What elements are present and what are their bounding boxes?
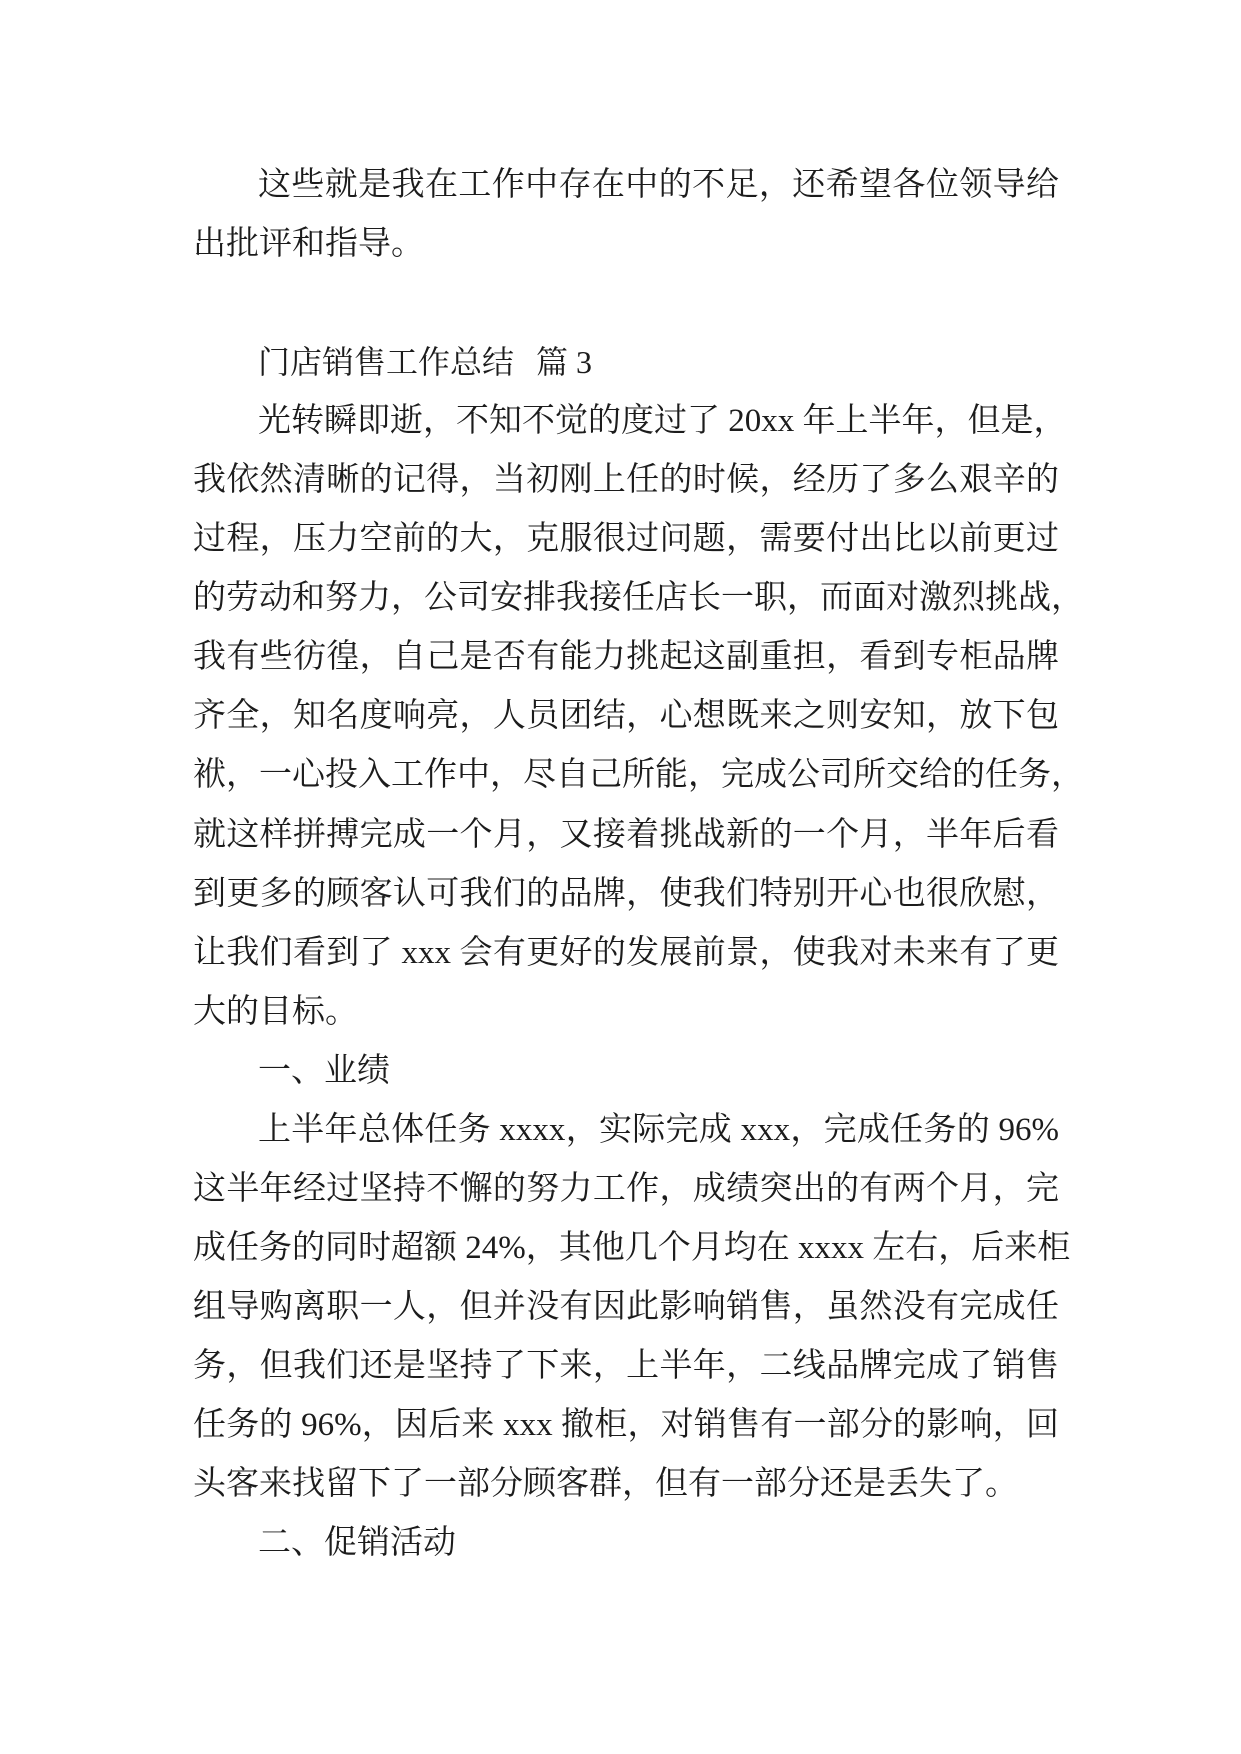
blank-line [193, 274, 1059, 333]
text-line: 这些就是我在工作中存在中的不足，还希望各位领导给 [258, 167, 1059, 203]
text-line: 过程，压力空前的大，克服很过问题，需要付出比以前更过 [193, 521, 1059, 558]
text-line: 成任务的同时超额 24%，其他几个月均在 xxxx 左右，后来柜 [193, 1229, 1071, 1266]
text-line: 务，但我们还是坚持了下来，上半年，二线品牌完成了销售 [193, 1347, 1059, 1384]
text-line: 到更多的顾客认可我们的品牌，使我们特别开心也很欣慰， [193, 875, 1059, 912]
document-body [193, 156, 1084, 1573]
closing-paragraph [193, 156, 1059, 274]
text-line: 袱，一心投入工作中，尽自己所能，完成公司所交给的任务， [193, 757, 1084, 794]
section-heading-promotion: 二、促销活动 [258, 1525, 456, 1562]
section-title: 门店销售工作总结 [258, 344, 515, 381]
section-heading-performance: 一、业绩 [258, 1052, 390, 1089]
section-part-label: 篇 3 [536, 344, 593, 381]
text-line: 任务的 96%，因后来 xxx 撤柜，对销售有一部分的影响，回 [193, 1406, 1059, 1443]
text-line: 这半年经过坚持不懈的努力工作，成绩突出的有两个月，完 [193, 1170, 1059, 1207]
section-heading [193, 333, 1059, 392]
text-line: 上半年总体任务 xxxx，实际完成 xxx，完成任务的 96% [258, 1111, 1059, 1148]
text-line: 头客来找留下了一部分顾客群，但有一部分还是丢失了。 [193, 1466, 1018, 1503]
text-line: 就这样拼搏完成一个月，又接着挑战新的一个月，半年后看 [193, 816, 1059, 853]
performance-paragraph [193, 1101, 1071, 1514]
text-line: 我有些彷徨，自己是否有能力挑起这副重担，看到专柜品牌 [193, 639, 1059, 676]
text-line: 让我们看到了 xxx 会有更好的发展前景，使我对未来有了更 [193, 934, 1059, 971]
text-line: 我依然清晰的记得，当初刚上任的时候，经历了多么艰辛的 [193, 462, 1059, 499]
text-line: 光转瞬即逝，不知不觉的度过了 20xx 年上半年，但是， [258, 403, 1067, 440]
text-line: 出批评和指导。 [193, 226, 424, 263]
text-line: 组导购离职一人，但并没有因此影响销售，虽然没有完成任 [193, 1288, 1059, 1325]
intro-paragraph [193, 392, 1084, 1042]
text-line: 大的目标。 [193, 993, 358, 1030]
text-line: 齐全，知名度响亮，人员团结，心想既来之则安知，放下包 [193, 698, 1059, 735]
text-line: 的劳动和努力，公司安排我接任店长一职，而面对激烈挑战， [193, 580, 1084, 617]
